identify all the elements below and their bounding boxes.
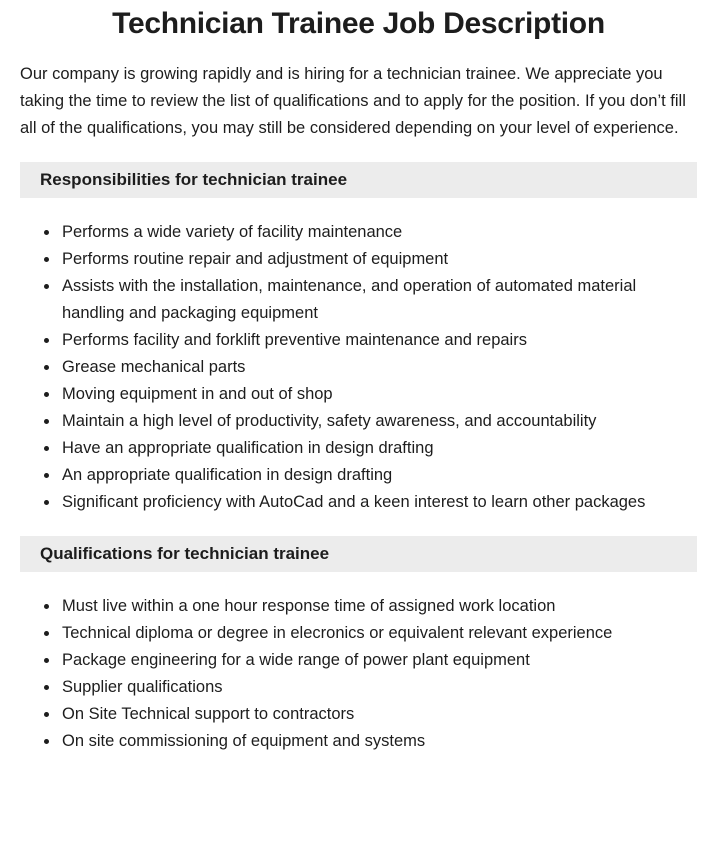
job-description-page (0, 8, 720, 841)
list-item: • Performs a wide variety of facility maintenance (60, 219, 697, 246)
list-item: • Performs routine repair and adjustment of equipment (60, 246, 697, 273)
list-item: • Maintain a high level of productivity, safety awareness, and accountability (60, 408, 697, 435)
list-item: • On Site Technical support to contractors (60, 701, 697, 728)
list-item: • On site commissioning of equipment and systems (60, 728, 697, 755)
section-header-qualifications (20, 536, 697, 572)
list-item: • Supplier qualifications (60, 674, 697, 701)
list-item: • Have an appropriate qualification in design drafting (60, 435, 697, 462)
list-item: • Moving equipment in and out of shop (60, 381, 697, 408)
list-item: • Package engineering for a wide range of power plant equipment (60, 647, 697, 674)
section-header-responsibilities (20, 162, 697, 198)
intro-paragraph: Our company is growing rapidly and is hiring for a technician trainee. We appreciate you taking the time to review the list of qualifications and to apply for the position. If you don’t fill all of the qualifications, you may still be considered depending on your level of experience. (20, 65, 686, 137)
list-item: • Grease mechanical parts (60, 354, 697, 381)
responsibilities-list (20, 219, 697, 516)
page-title: Technician Trainee Job Description (112, 7, 605, 40)
section-header-qualifications-label: Qualifications for technician trainee (40, 544, 330, 563)
list-item: • Technical diploma or degree in elecronics or equivalent relevant experience (60, 620, 697, 647)
list-item: • Significant proficiency with AutoCad and a keen interest to learn other packages (60, 489, 697, 516)
list-item: • An appropriate qualification in design drafting (60, 462, 697, 489)
list-item: • Performs facility and forklift preventive maintenance and repairs (60, 327, 697, 354)
qualifications-list (20, 593, 697, 755)
section-header-responsibilities-label: Responsibilities for technician trainee (40, 170, 348, 189)
list-item: • Assists with the installation, maintenance, and operation of automated material handling and packaging equipment (60, 273, 697, 327)
list-item: • Must live within a one hour response time of assigned work location (60, 593, 697, 620)
